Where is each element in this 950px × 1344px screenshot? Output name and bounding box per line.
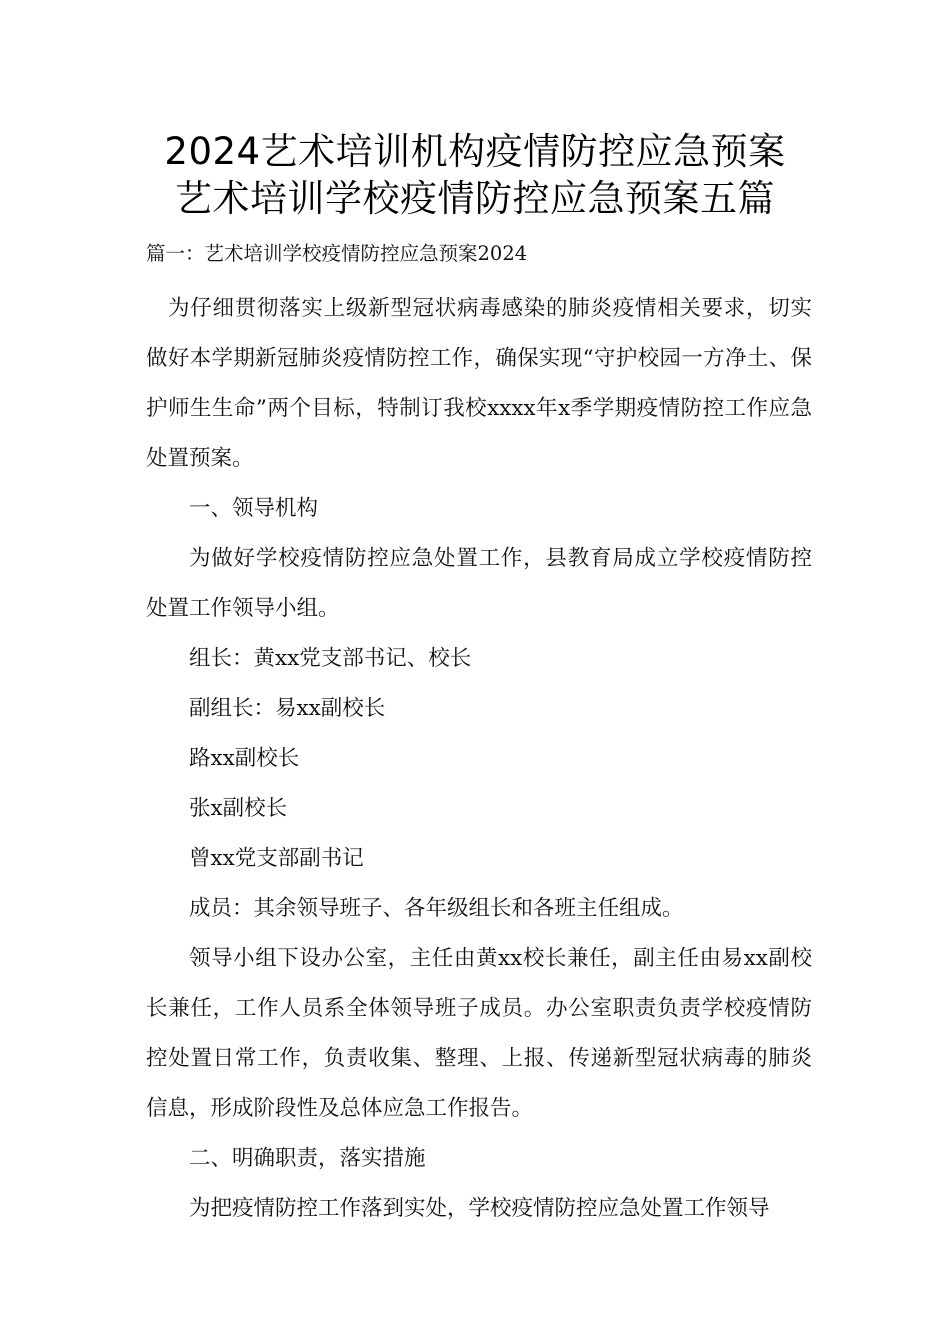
paragraph-office: 领导小组下设办公室，主任由黄xx校长兼任，副主任由易xx副校长兼任，工作人员系全体领导班子成员。办公室职责负责学校疫情防控处置日常工作，负责收集、整理、上报、传递新型冠状病毒的肺炎信息，形成阶段性及总体应急工作报告。 bbox=[146, 946, 812, 1121]
heading-leadership: 一、领导机构 bbox=[189, 496, 319, 521]
title-line-1: 2024艺术培训机构疫情防控应急预案 bbox=[164, 130, 786, 173]
document-body bbox=[146, 284, 812, 1234]
list-item-leader: 组长：黄xx党支部书记、校长 bbox=[189, 646, 472, 671]
list-item-deputy-leader: 副组长：易xx副校长 bbox=[189, 696, 386, 721]
section-heading: 篇一：艺术培训学校疫情防控应急预案2024 bbox=[146, 242, 528, 265]
list-item-deputy-secretary: 曾xx党支部副书记 bbox=[189, 846, 364, 871]
list-item-deputy-2: 路xx副校长 bbox=[189, 746, 300, 771]
list-item-members: 成员：其余领导班子、各年级组长和各班主任组成。 bbox=[189, 896, 684, 921]
paragraph-intro: 为仔细贯彻落实上级新型冠状病毒感染的肺炎疫情相关要求，切实做好本学期新冠肺炎疫情防控工作，确保实现“守护校园一方净土、保护师生生命”两个目标，特制订我校xxxx年x季学期疫情防控工作应急处置预案。 bbox=[146, 296, 812, 471]
document-title bbox=[0, 128, 950, 222]
list-item-deputy-3: 张x副校长 bbox=[189, 796, 288, 821]
heading-responsibilities: 二、明确职责，落实措施 bbox=[189, 1146, 426, 1171]
paragraph-responsibilities: 为把疫情防控工作落到实处，学校疫情防控应急处置工作领导 bbox=[189, 1196, 770, 1221]
paragraph-leadership-group: 为做好学校疫情防控应急处置工作，县教育局成立学校疫情防控处置工作领导小组。 bbox=[146, 546, 812, 621]
title-line-2: 艺术培训学校疫情防控应急预案五篇 bbox=[175, 177, 775, 220]
